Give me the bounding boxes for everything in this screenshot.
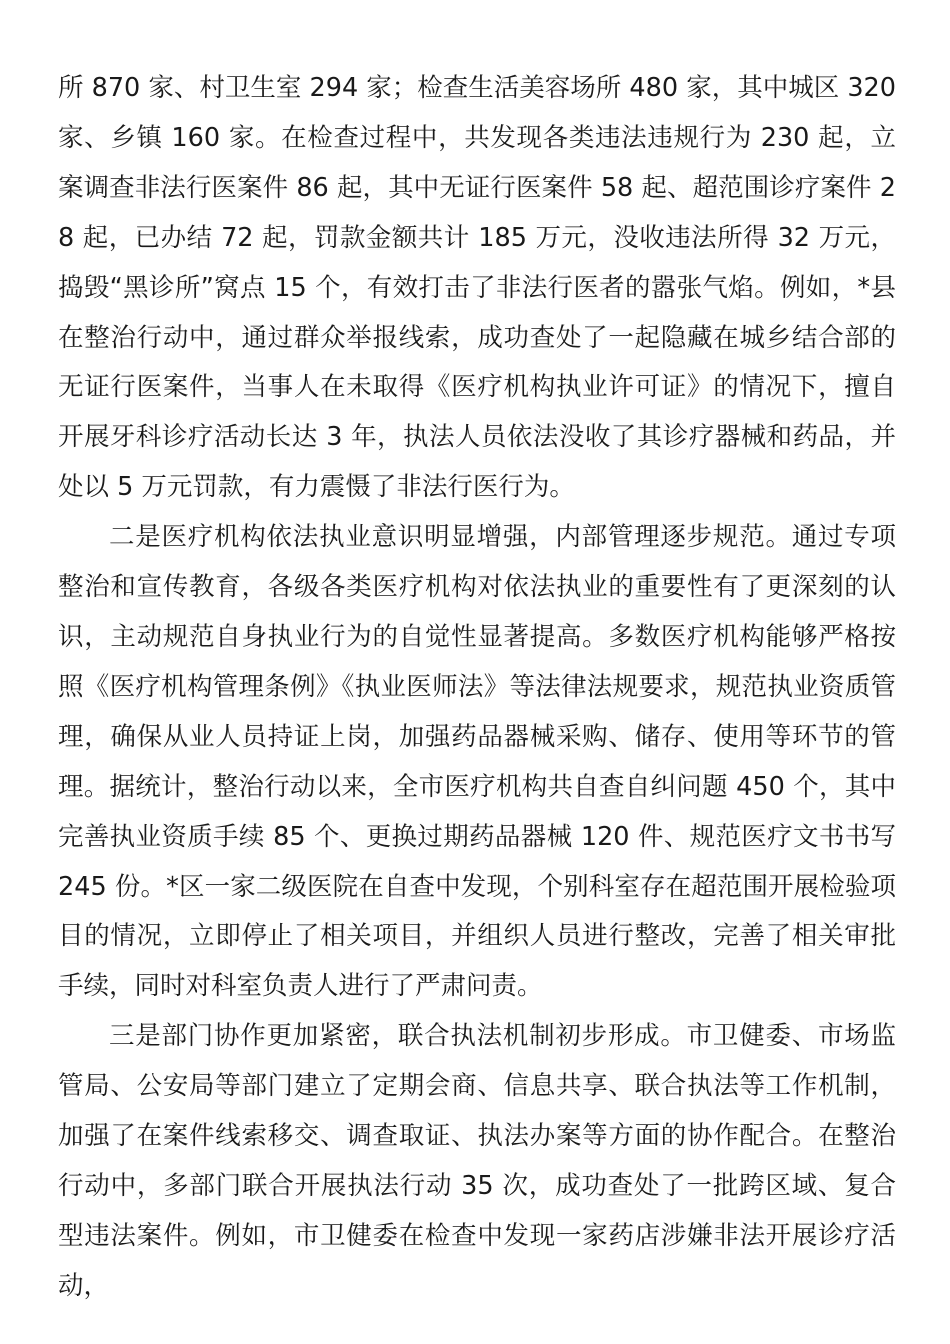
document-body [58, 64, 896, 1312]
paragraph-3: 三是部门协作更加紧密，联合执法机制初步形成。市卫健委、市场监管局、公安局等部门建立了定期会商、信息共享、联合执法等工作机制，加强了在案件线索移交、调查取证、执法办案等方面的协作配合。在整治行动中，多部门联合开展执法行动 35 次，成功查处了一批跨区域、复合型违法案件。例如，市卫健委在检查中发现一家药店涉嫌非法开展诊疗活动， [58, 1021, 896, 1301]
paragraph-2: 二是医疗机构依法执业意识明显增强，内部管理逐步规范。通过专项整治和宣传教育，各级各类医疗机构对依法执业的重要性有了更深刻的认识，主动规范自身执业行为的自觉性显著提高。多数医疗机构能够严格按照《医疗机构管理条例》《执业医师法》等法律法规要求，规范执业资质管理，确保从业人员持证上岗，加强药品器械采购、储存、使用等环节的管理。据统计，整治行动以来，全市医疗机构共自查自纠问题 450 个，其中完善执业资质手续 85 个、更换过期药品器械 120 件、规范医疗文书书写 245 份。*区一家二级医院在自查中发现，个别科室存在超范围开展检验项目的情况，立即停止了相关项目，并组织人员进行整改，完善了相关审批手续，同时对科室负责人进行了严肃问责。 [58, 522, 896, 1002]
paragraph-1: 所 870 家、村卫生室 294 家；检查生活美容场所 480 家，其中城区 320 家、乡镇 160 家。在检查过程中，共发现各类违法违规行为 230 起，立案调查非法行医案件 86 起，其中无证行医案件 58 起、超范围诊疗案件 28 起，已办结 72 起，罚款金额共计 185 万元，没收违法所得 32 万元，捣毁“黑诊所”窝点 15 个，有效打击了非法行医者的嚣张气焰。例如，*县在整治行动中，通过群众举报线索，成功查处了一起隐藏在城乡结合部的无证行医案件，当事人在未取得《医疗机构执业许可证》的情况下，擅自开展牙科诊疗活动长达 3 年，执法人员依法没收了其诊疗器械和药品，并处以 5 万元罚款，有力震慑了非法行医行为。 [58, 73, 896, 503]
